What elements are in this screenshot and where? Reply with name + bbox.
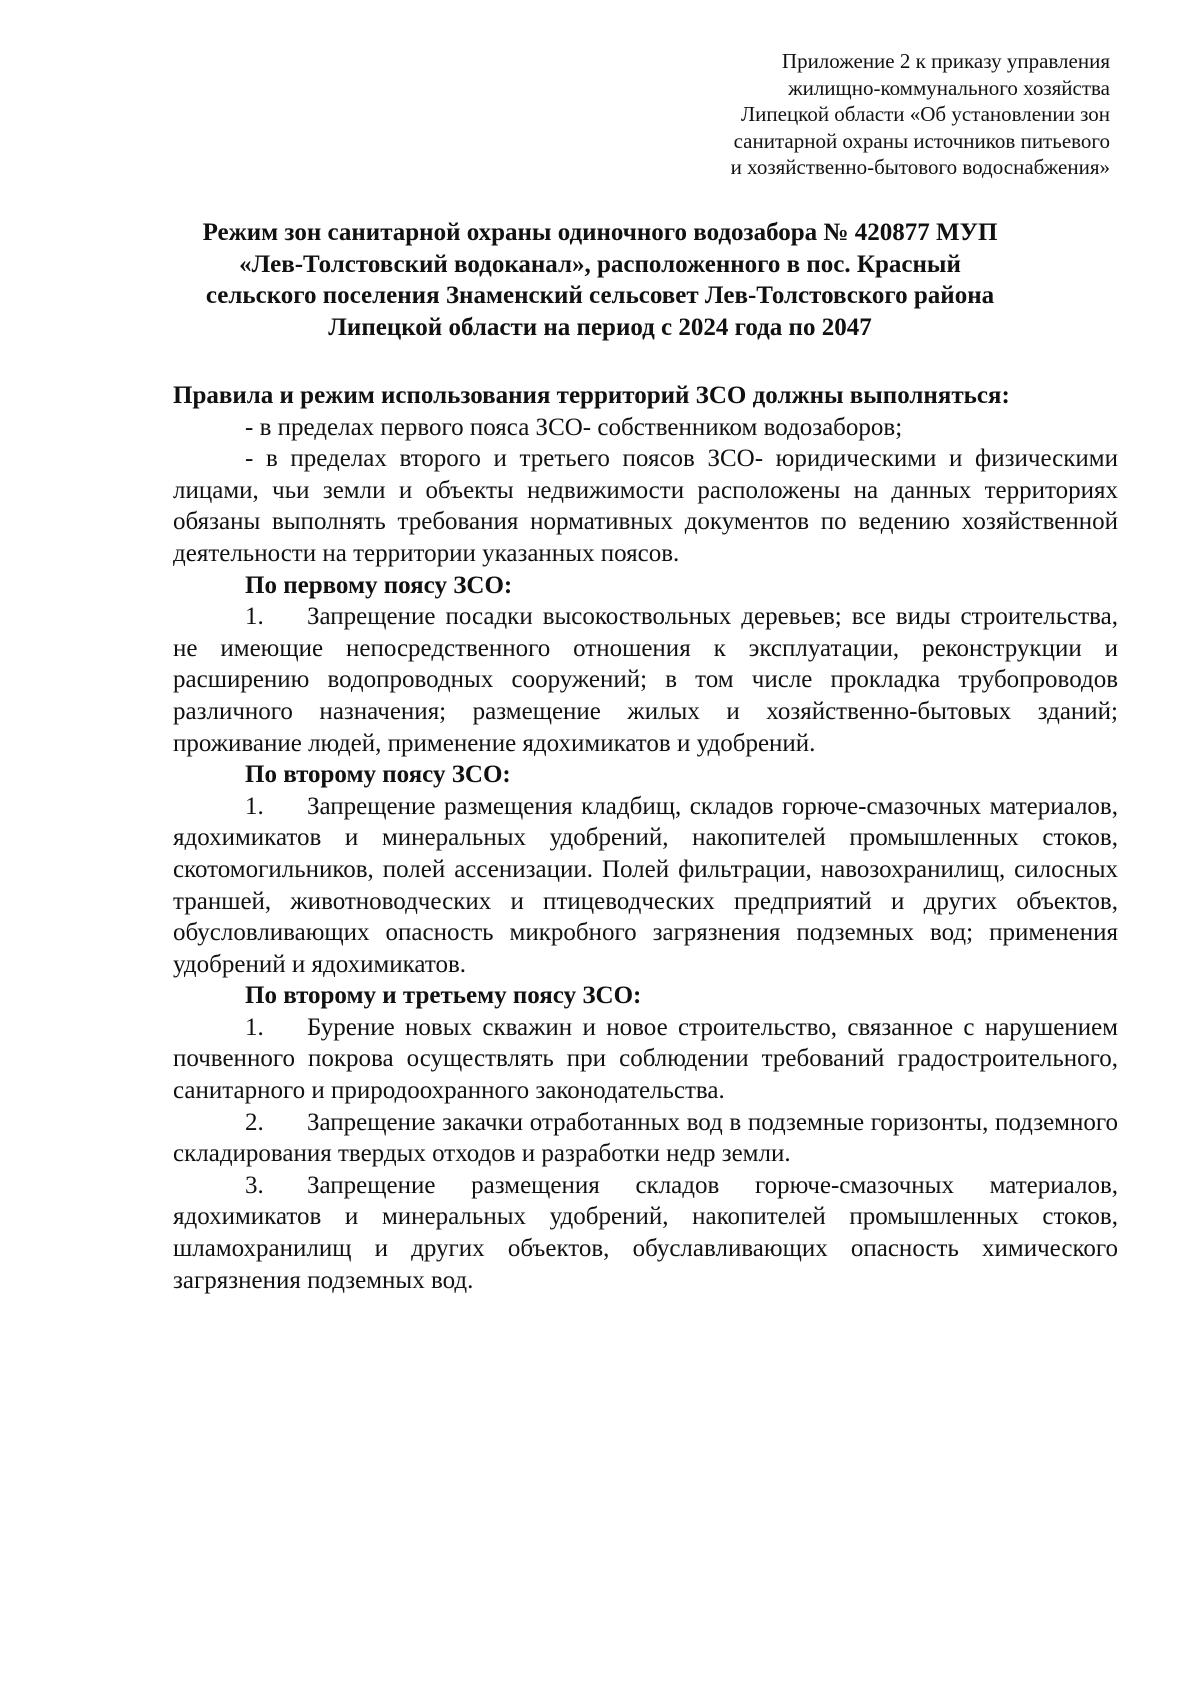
belt2-heading: По второму поясу ЗСО: [245, 761, 511, 789]
belt23-heading: По второму и третьему поясу ЗСО: [245, 982, 642, 1010]
appendix-line: Липецкой области «Об установлении зон [740, 102, 1110, 126]
item-number: 3. [245, 1171, 264, 1199]
appendix-line: Приложение 2 к приказу управления [781, 49, 1110, 73]
rules-heading: Правила и режим использования территорий ЗСО должны выполняться: [173, 382, 1010, 409]
item-text: Запрещение размещения складов горюче-смазочных материалов, ядохимикатов и минеральных удобрений, накопителей промышленных стоков, шламохранилищ и других объектов, обуславливающих опасность химического загрязнения подземных вод. [173, 1171, 1118, 1294]
item-text: Запрещение закачки отработанных вод в подземные горизонты, подземного складирования твердых отходов и разработки недр земли. [173, 1108, 1118, 1168]
appendix-line: и хозяйственно-бытового водоснабжения» [730, 155, 1110, 179]
rules-item: - в пределах первого пояса ЗСО- собственником водозаборов; [245, 413, 903, 441]
belt23-item [173, 1170, 1118, 1296]
appendix-line: жилищно-коммунального хозяйства [788, 75, 1110, 100]
item-number: 2. [245, 1108, 264, 1136]
item-text: Запрещение размещения кладбищ, складов горюче-смазочных материалов, ядохимикатов и минеральных удобрений, накопителей промышленных стоков, скотомогильников, полей ассенизации. Полей фильтрации, навозохранилищ, силосных траншей, животноводческих и птицеводческих предприятий и других объектов, обусловливающих опасность микробного загрязнения подземных вод; применения удобрений и ядохимикатов. [173, 792, 1118, 978]
title-line: Режим зон санитарной охраны одиночного водозабора № 420877 МУП [202, 219, 998, 246]
appendix-note [620, 48, 1110, 181]
item-text: Бурение новых скважин и новое строительство, связанное с нарушением почвенного покрова осуществлять при соблюдении требований градостроительного, санитарного и природоохранного законодательства. [173, 1013, 1118, 1105]
appendix-line: санитарной охраны источников питьевого [733, 128, 1110, 153]
title-line: Липецкой области на период с 2024 года по 2047 [328, 313, 872, 341]
item-number: 1. [245, 603, 264, 631]
belt1-item [173, 601, 1118, 759]
document-body [173, 380, 1118, 1296]
document-title [150, 217, 1050, 343]
item-number: 1. [245, 792, 264, 820]
belt1-heading: По первому поясу ЗСО: [245, 571, 513, 599]
belt2-item [173, 791, 1118, 981]
item-number: 1. [245, 1013, 264, 1041]
title-line: сельского поселения Знаменский сельсовет Лев-Толстовского района [205, 282, 995, 309]
belt23-item [173, 1012, 1118, 1107]
item-text: Запрещение посадки высокоствольных деревьев; все виды строительства, не имеющие непосредственного отношения к эксплуатации, реконструкции и расширению водопроводных сооружений; в том числе прокладка трубопроводов различного назначения; размещение жилых и хозяйственно-бытовых зданий; проживание людей, применение ядохимикатов и удобрений. [173, 603, 1118, 757]
belt23-item [173, 1107, 1118, 1170]
title-line: «Лев-Толстовский водоканал», расположенного в пос. Красный [239, 250, 961, 278]
rules-item: - в пределах второго и третьего поясов ЗСО- юридическими и физическими лицами, чьи земли и объекты недвижимости расположены на данных территориях обязаны выполнять требования нормативных документов по ведению хозяйственной деятельности на территории указанных поясов. [173, 445, 1118, 567]
